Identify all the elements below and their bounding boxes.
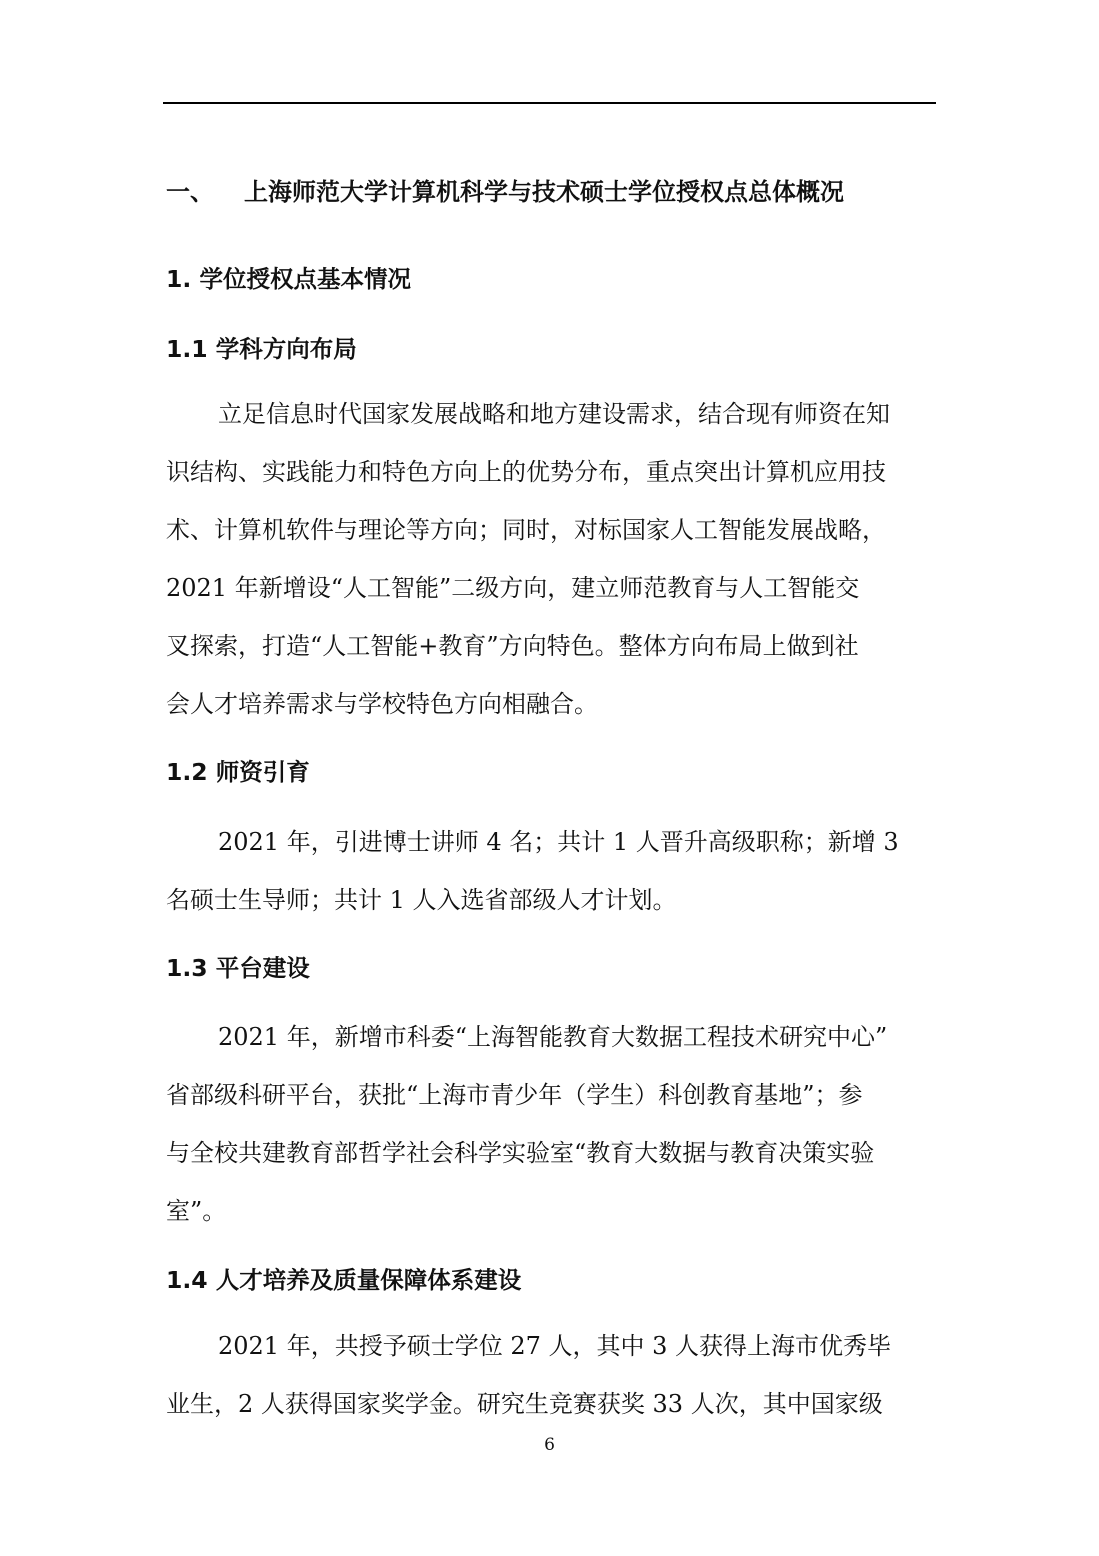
paragraph-line: 识结构、实践能力和特色方向上的优势分布，重点突出计算机应用技 [166, 458, 886, 486]
paragraph-1-3 [166, 1008, 936, 1240]
item-heading-1-1: 1.1 学科方向布局 [166, 335, 357, 363]
paragraph-line: 省部级科研平台，获批“上海市青少年（学生）科创教育基地”；参 [166, 1081, 863, 1109]
paragraph-line: 叉探索，打造“人工智能+教育”方向特色。整体方向布局上做到社 [166, 632, 859, 660]
item-heading-1-2: 1.2 师资引育 [166, 758, 310, 786]
paragraph-1-4 [166, 1317, 936, 1433]
paragraph-line: 会人才培养需求与学校特色方向相融合。 [166, 690, 598, 718]
paragraph-line: 名硕士生导师；共计 1 人入选省部级人才计划。 [166, 886, 677, 914]
section-number: 一、 [166, 178, 214, 206]
paragraph-line: 2021 年新增设“人工智能”二级方向，建立师范教育与人工智能交 [166, 574, 860, 602]
subsection-heading: 1. 学位授权点基本情况 [166, 265, 411, 293]
paragraph-line: 术、计算机软件与理论等方向；同时，对标国家人工智能发展战略， [166, 516, 886, 544]
item-heading-1-4: 1.4 人才培养及质量保障体系建设 [166, 1266, 522, 1294]
paragraph-line: 2021 年，引进博士讲师 4 名；共计 1 人晋升高级职称；新增 3 [218, 828, 899, 856]
section-title: 上海师范大学计算机科学与技术硕士学位授权点总体概况 [244, 178, 844, 206]
paragraph-line: 与全校共建教育部哲学社会科学实验室“教育大数据与教育决策实验 [166, 1139, 875, 1167]
paragraph-line: 2021 年，共授予硕士学位 27 人，其中 3 人获得上海市优秀毕 [218, 1332, 892, 1360]
paragraph-1-1 [166, 385, 936, 733]
header-rule [163, 102, 936, 104]
paragraph-1-2 [166, 813, 936, 929]
paragraph-line: 室”。 [166, 1197, 227, 1225]
section-heading [166, 175, 936, 209]
paragraph-line: 2021 年，新增市科委“上海智能教育大数据工程技术研究中心” [218, 1023, 888, 1051]
item-heading-1-3: 1.3 平台建设 [166, 954, 310, 982]
page-number: 6 [544, 1435, 555, 1455]
paragraph-line: 立足信息时代国家发展战略和地方建设需求，结合现有师资在知 [218, 400, 890, 428]
paragraph-line: 业生，2 人获得国家奖学金。研究生竞赛获奖 33 人次，其中国家级 [166, 1390, 883, 1418]
